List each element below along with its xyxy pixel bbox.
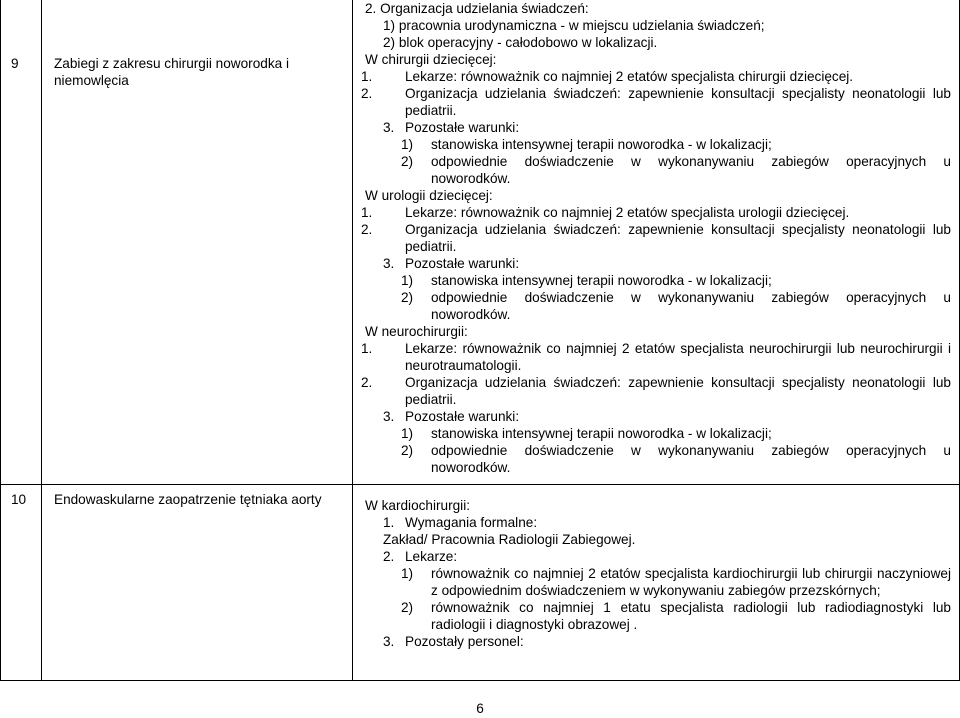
section-title: W chirurgii dziecięcej: (365, 52, 497, 67)
row-number-text: 9 (11, 56, 19, 71)
list-item: 2. Lekarze: (383, 548, 458, 564)
list-item: 1. Lekarze: równoważnik co najmniej 2 etatów specjalista neurochirurgii lub neurochirurgii i neurotraumatologii. (361, 341, 951, 373)
sub-item: 2) odpowiednie doświadczenie w wykonanywaniu zabiegów operacyjnych u noworodków. (401, 290, 951, 322)
section-chirurgia (353, 51, 951, 187)
requirements-cell (353, 484, 960, 680)
requirements-cell (353, 0, 960, 484)
row-number (1, 0, 42, 484)
list-item: 2. Organizacja udzielania świadczeń: zapewnienie konsultacji specjalisty neonatologii lub pediatrii. (361, 375, 951, 407)
sub-item: 2) odpowiednie doświadczenie w wykonanywaniu zabiegów operacyjnych u noworodków. (401, 154, 951, 186)
sub-item: 2) równoważnik co najmniej 1 etatu specjalista radiologii lub radiodiagnostyki lub radiologii i diagnostyki obrazowej . (401, 599, 951, 632)
list-item: 3. Pozostałe warunki: (383, 256, 520, 271)
table-row (1, 0, 960, 484)
list-item: 3. Pozostałe warunki: (383, 120, 520, 135)
sub-item: 2) odpowiednie doświadczenie w wykonanywaniu zabiegów operacyjnych u noworodków. (401, 443, 951, 475)
section-neurochirurgia (353, 323, 951, 476)
list-item: 2. Organizacja udzielania świadczeń: zapewnienie konsultacji specjalisty neonatologii lub pediatrii. (361, 222, 951, 254)
procedure-name: Zabiegi z zakresu chirurgii noworodka i niemowlęcia (54, 56, 289, 88)
page-number: 6 (476, 701, 484, 716)
sub-item: 1) stanowiska intensywnej terapii noworodka - w lokalizacji; (401, 137, 772, 152)
org-block (353, 0, 951, 51)
section-title: W neurochirurgii: (365, 324, 468, 339)
list-item: 3. Pozostały personel: (383, 633, 524, 649)
list-item: 2. Organizacja udzielania świadczeń: zapewnienie konsultacji specjalisty neonatologii lub pediatrii. (361, 86, 951, 118)
row-number-text: 10 (11, 491, 27, 507)
org-item: 2) blok operacyjny - całodobowo w lokalizacji. (383, 35, 658, 50)
section-title: W kardiochirurgii: (365, 497, 470, 513)
list-item-continuation: Zakład/ Pracownia Radiologii Zabiegowej. (383, 531, 636, 547)
org-heading: 2. Organizacja udzielania świadczeń: (365, 1, 589, 16)
sub-item: 1) równoważnik co najmniej 2 etatów specjalista kardiochirurgii lub chirurgii naczyniowej z odpowiednim doświadczeniem w wykonywaniu zabiegów przezskórnych; (401, 565, 951, 598)
sub-item: 1) stanowiska intensywnej terapii noworodka - w lokalizacji; (401, 426, 772, 441)
list-item: 1. Lekarze: równoważnik co najmniej 2 etatów specjalista chirurgii dziecięcej. (361, 69, 854, 84)
procedure-name-cell (42, 0, 353, 484)
list-item: 1. Wymagania formalne: (383, 514, 538, 530)
procedure-name: Endowaskularne zaopatrzenie tętniaka aorty (54, 491, 322, 507)
section-title: W urologii dziecięcej: (365, 188, 493, 203)
org-item: 1) pracownia urodynamiczna - w miejscu udzielania świadczeń; (383, 18, 765, 33)
list-item: 3. Pozostałe warunki: (383, 409, 520, 424)
procedure-name-cell (42, 484, 353, 680)
list-item: 1. Lekarze: równoważnik co najmniej 2 etatów specjalista urologii dziecięcej. (361, 205, 850, 220)
section-urologia (353, 187, 951, 323)
row-number (1, 484, 42, 680)
sub-item: 1) stanowiska intensywnej terapii noworodka - w lokalizacji; (401, 273, 772, 288)
table-row (1, 484, 960, 680)
